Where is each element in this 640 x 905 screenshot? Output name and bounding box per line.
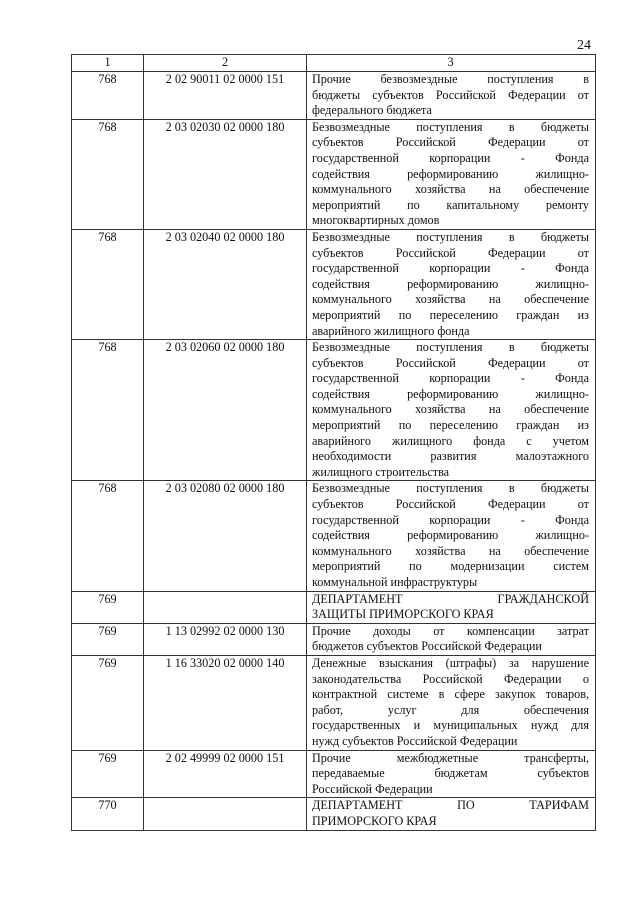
- description-cell: [307, 229, 596, 339]
- table-row: [72, 655, 596, 750]
- admin-code-cell: 770: [72, 798, 144, 830]
- table-row: [72, 72, 596, 120]
- description-line: Прочие межбюджетные трансферты,: [312, 750, 589, 765]
- table-row: [72, 340, 596, 481]
- description-line: коммунальной инфраструктуры: [312, 575, 478, 589]
- page-number: 24: [577, 38, 591, 53]
- description-line: необходимости развития малоэтажного: [312, 449, 589, 464]
- revenue-code-cell: 2 03 02030 02 0000 180: [144, 119, 307, 229]
- table-row: [72, 798, 596, 830]
- description-line: мероприятий по капитальному ремонту: [312, 197, 589, 212]
- description-line: мероприятий по переселению граждан из: [312, 418, 589, 433]
- table-row: [72, 481, 596, 591]
- revenue-code-cell: 2 02 90011 02 0000 151: [144, 72, 307, 120]
- description-line: коммунального хозяйства на обеспечение: [312, 402, 589, 417]
- description-line: содействия реформированию жилищно-: [312, 276, 589, 291]
- revenue-code-cell: 2 03 02060 02 0000 180: [144, 340, 307, 481]
- description-line: содействия реформированию жилищно-: [312, 386, 589, 401]
- description-line: передаваемые бюджетам субъектов: [312, 766, 589, 781]
- table-row: [72, 119, 596, 229]
- description-line: мероприятий по переселению граждан из: [312, 307, 589, 322]
- description-line: бюджетов субъектов Российской Федерации: [312, 639, 542, 654]
- description-line: нужд субъектов Российской Федерации: [312, 733, 518, 748]
- revenue-codes-table: [71, 54, 596, 831]
- revenue-code-cell: 1 16 33020 02 0000 140: [144, 655, 307, 750]
- admin-code-cell: 769: [72, 591, 144, 623]
- description-line: мероприятий по модернизации систем: [312, 559, 589, 574]
- table-row: [72, 623, 596, 655]
- description-line: содействия реформированию жилищно-: [312, 166, 589, 181]
- revenue-code-cell: [144, 798, 307, 830]
- revenue-code-cell: 2 03 02040 02 0000 180: [144, 229, 307, 339]
- description-line: субъектов Российской Федерации от: [312, 497, 589, 512]
- description-cell: [307, 591, 596, 623]
- description-line: Прочие доходы от компенсации затрат: [312, 623, 589, 638]
- table-body: [72, 55, 596, 831]
- table-row: [72, 229, 596, 339]
- description-cell: [307, 481, 596, 591]
- description-line: ДЕПАРТАМЕНТ ГРАЖДАНСКОЙ: [312, 591, 589, 606]
- admin-code-cell: 768: [72, 229, 144, 339]
- column-header-1: 1: [72, 55, 144, 72]
- column-header-2: 2: [144, 55, 307, 72]
- description-line: содействия реформированию жилищно-: [312, 528, 589, 543]
- admin-code-cell: 768: [72, 119, 144, 229]
- description-line: ДЕПАРТАМЕНТ ПО ТАРИФАМ: [312, 798, 589, 813]
- description-line: законодательства Российской Федерации о: [312, 671, 589, 686]
- description-line: субъектов Российской Федерации от: [312, 355, 589, 370]
- description-line: государственной корпорации - Фонда: [312, 261, 589, 276]
- description-line: многоквартирных домов: [312, 213, 440, 228]
- description-line: Безвозмездные поступления в бюджеты: [312, 340, 589, 355]
- description-line: коммунального хозяйства на обеспечение: [312, 292, 589, 307]
- revenue-code-cell: [144, 591, 307, 623]
- description-line: Российской Федерации: [312, 781, 433, 796]
- description-line: государственной корпорации - Фонда: [312, 150, 589, 165]
- description-line: Безвозмездные поступления в бюджеты: [312, 481, 589, 496]
- description-line: аварийного жилищного фонда: [312, 323, 470, 338]
- description-cell: [307, 340, 596, 481]
- description-line: Денежные взыскания (штрафы) за нарушение: [312, 655, 589, 670]
- revenue-code-cell: 1 13 02992 02 0000 130: [144, 623, 307, 655]
- description-line: бюджеты субъектов Российской Федерации от: [312, 87, 589, 102]
- description-line: коммунального хозяйства на обеспечение: [312, 543, 589, 558]
- description-cell: [307, 623, 596, 655]
- description-line: Безвозмездные поступления в бюджеты: [312, 119, 589, 134]
- description-line: жилищного строительства: [312, 464, 450, 479]
- description-line: Безвозмездные поступления в бюджеты: [312, 229, 589, 244]
- description-line: федерального бюджета: [312, 103, 432, 118]
- admin-code-cell: 768: [72, 481, 144, 591]
- description-line: ПРИМОРСКОГО КРАЯ: [312, 813, 437, 828]
- description-line: субъектов Российской Федерации от: [312, 135, 589, 150]
- table-row: [72, 591, 596, 623]
- description-cell: [307, 72, 596, 120]
- table-row: [72, 750, 596, 798]
- admin-code-cell: 769: [72, 655, 144, 750]
- table-header-row: [72, 55, 596, 72]
- description-line: работ, услуг для обеспечения: [312, 702, 589, 717]
- description-line: государственных и муниципальных нужд для: [312, 718, 589, 733]
- description-cell: [307, 798, 596, 830]
- description-line: государственной корпорации - Фонда: [312, 371, 589, 386]
- admin-code-cell: 768: [72, 72, 144, 120]
- revenue-code-cell: 2 03 02080 02 0000 180: [144, 481, 307, 591]
- description-line: контрактной системе в сфере закупок товаров,: [312, 687, 589, 702]
- description-line: Прочие безвозмездные поступления в: [312, 72, 589, 86]
- description-line: государственной корпорации - Фонда: [312, 512, 589, 527]
- revenue-code-cell: 2 02 49999 02 0000 151: [144, 750, 307, 798]
- description-line: коммунального хозяйства на обеспечение: [312, 182, 589, 197]
- description-line: аварийного жилищного фонда с учетом: [312, 433, 589, 448]
- description-cell: [307, 655, 596, 750]
- description-cell: [307, 750, 596, 798]
- description-line: субъектов Российской Федерации от: [312, 245, 589, 260]
- description-line: ЗАЩИТЫ ПРИМОРСКОГО КРАЯ: [312, 607, 494, 622]
- column-header-3: 3: [307, 55, 596, 72]
- admin-code-cell: 768: [72, 340, 144, 481]
- admin-code-cell: 769: [72, 623, 144, 655]
- admin-code-cell: 769: [72, 750, 144, 798]
- description-cell: [307, 119, 596, 229]
